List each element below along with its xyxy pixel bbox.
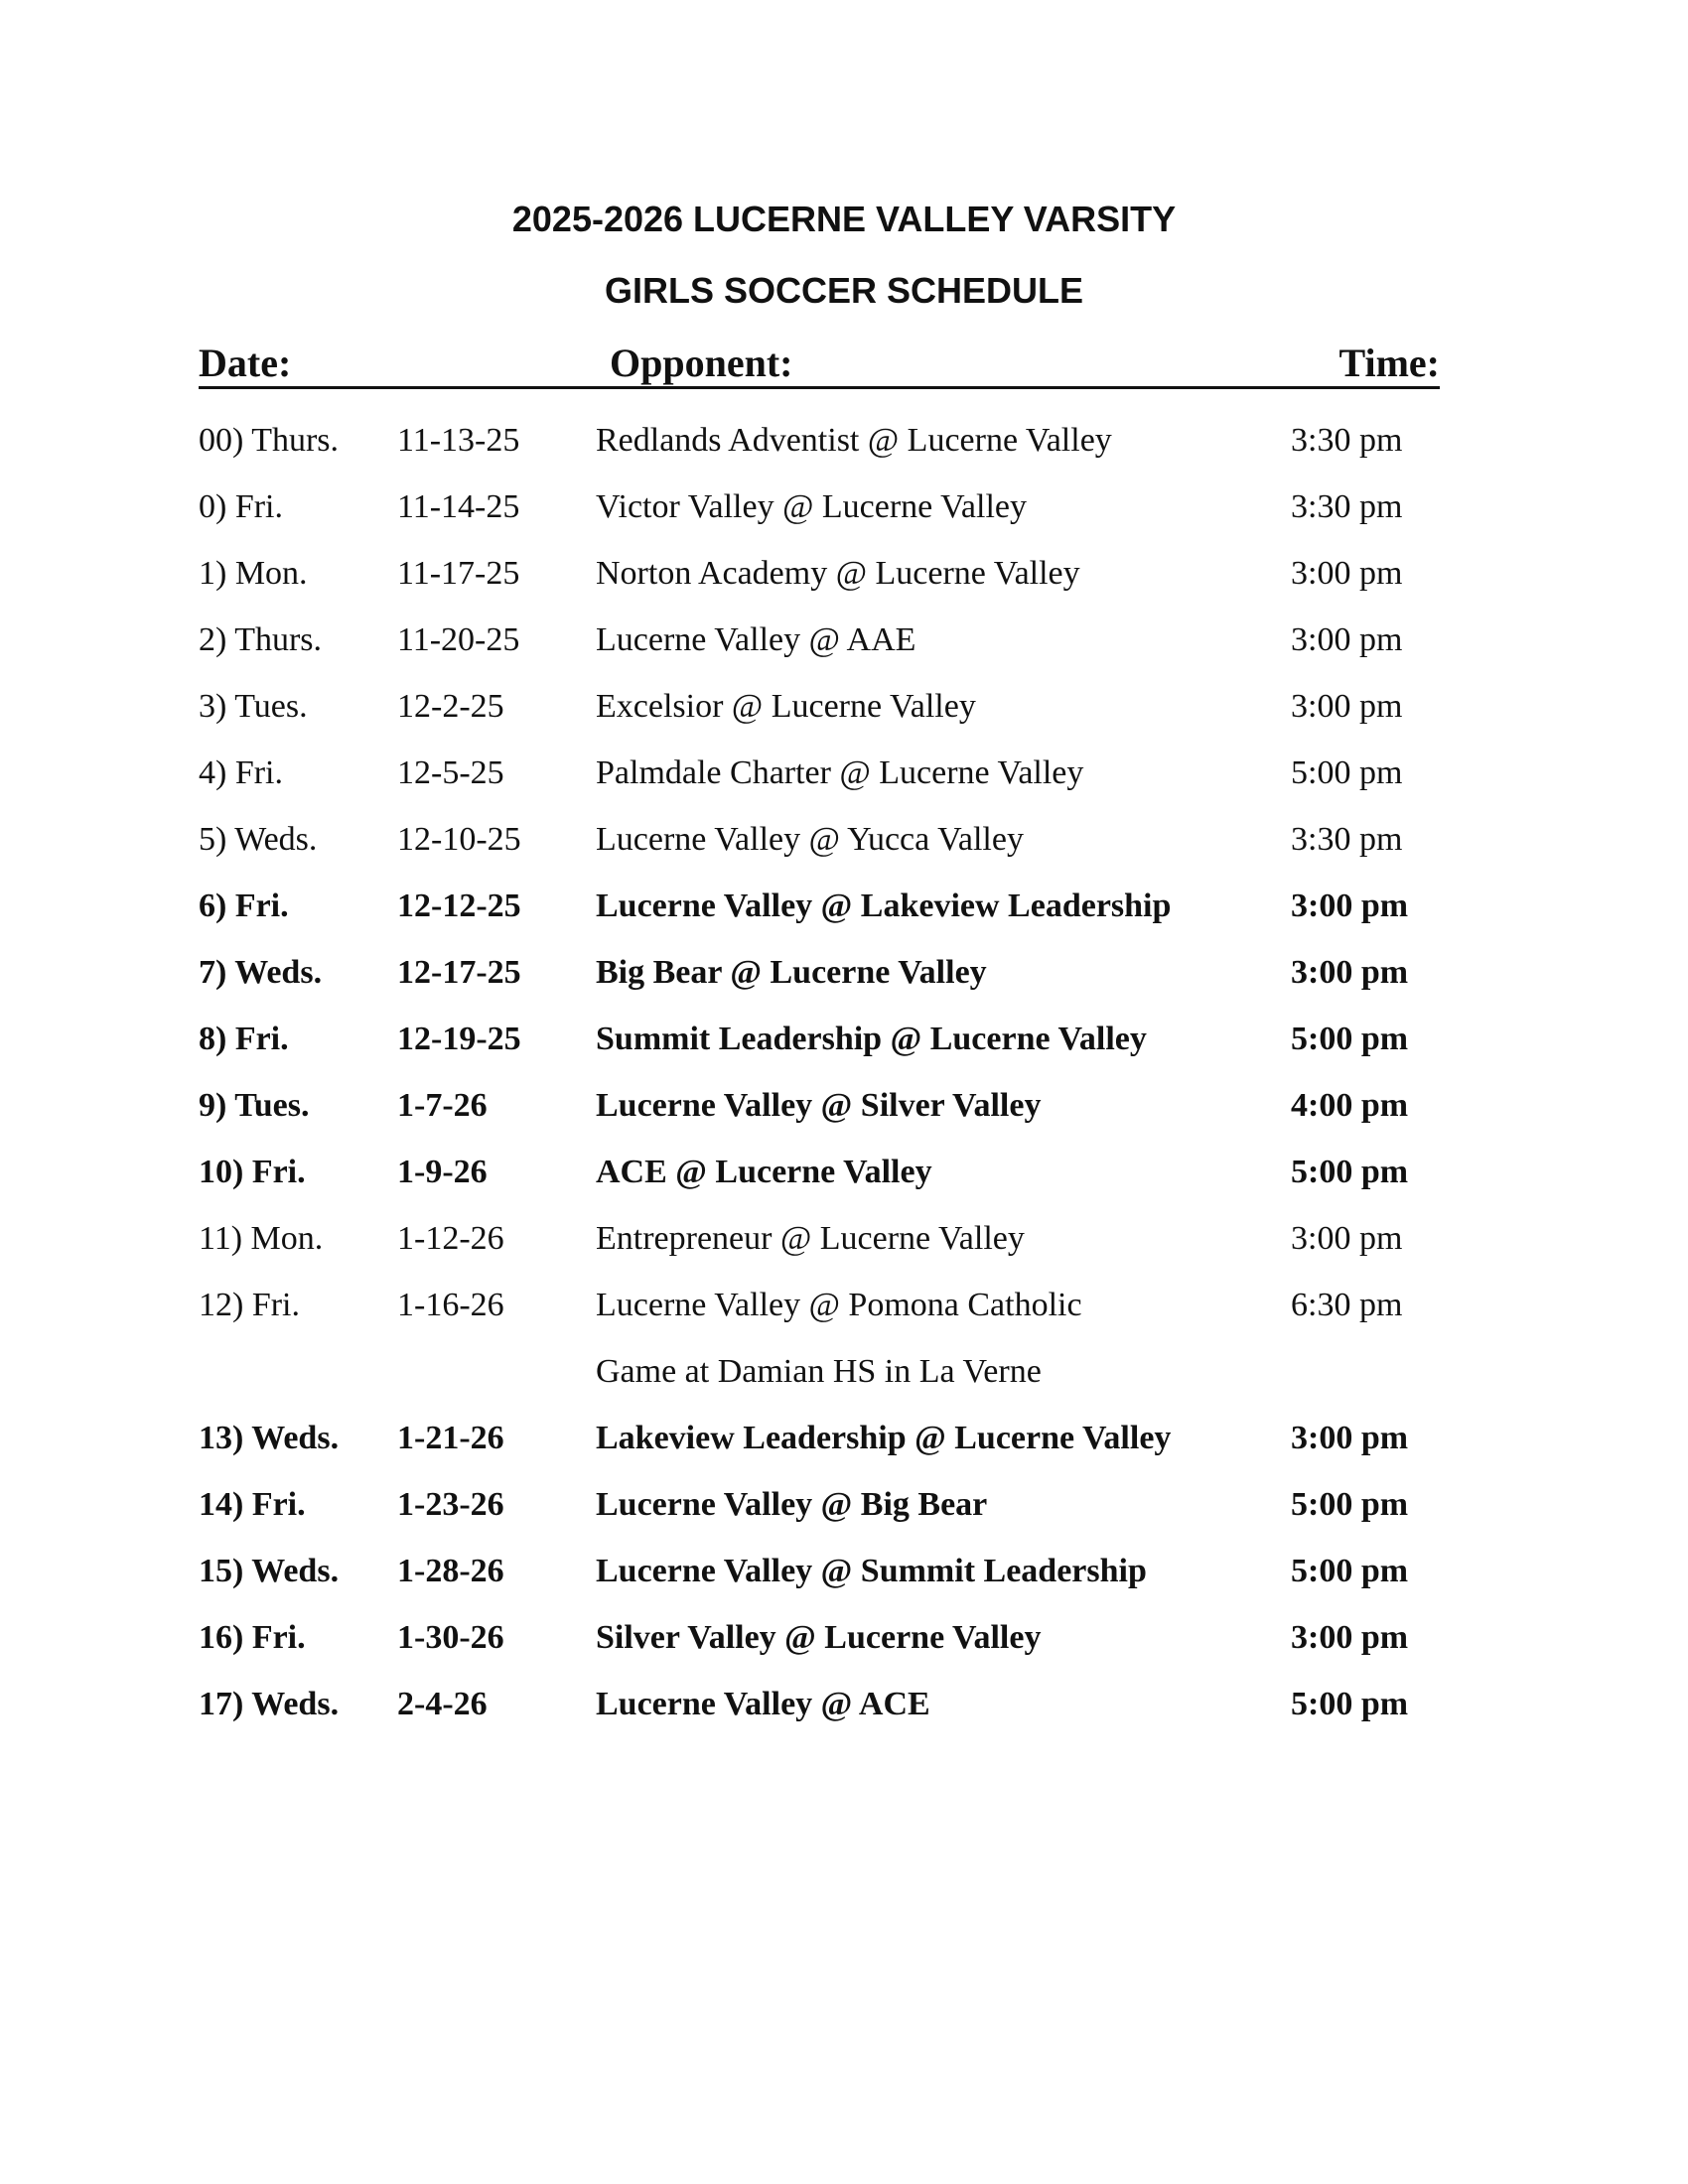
- schedule-row: [199, 540, 1489, 607]
- schedule-row: [199, 1006, 1489, 1072]
- game-opponent: Excelsior @ Lucerne Valley: [596, 688, 976, 725]
- game-time: 5:00 pm: [1291, 754, 1403, 791]
- game-opponent: Lucerne Valley @ Silver Valley: [596, 1087, 1042, 1124]
- game-opponent: Lucerne Valley @ Lakeview Leadership: [596, 887, 1172, 924]
- game-date: 11-20-25: [397, 621, 520, 658]
- game-number: 7) Weds.: [199, 954, 323, 991]
- game-opponent: Lakeview Leadership @ Lucerne Valley: [596, 1420, 1172, 1456]
- schedule-row: [199, 1538, 1489, 1604]
- game-number: 13) Weds.: [199, 1420, 340, 1456]
- header-underline: [199, 386, 1440, 389]
- game-number: 10) Fri.: [199, 1154, 306, 1190]
- game-date: 11-14-25: [397, 488, 520, 525]
- game-number: 14) Fri.: [199, 1486, 306, 1523]
- schedule-row: [199, 1139, 1489, 1205]
- game-number: 17) Weds.: [199, 1686, 340, 1722]
- game-time: 3:00 pm: [1291, 954, 1409, 991]
- game-number: 4) Fri.: [199, 754, 283, 791]
- game-number: 16) Fri.: [199, 1619, 306, 1656]
- game-number: 8) Fri.: [199, 1021, 289, 1057]
- column-header-row: [199, 341, 1440, 392]
- game-opponent: Lucerne Valley @ Pomona Catholic: [596, 1287, 1082, 1323]
- game-opponent: Redlands Adventist @ Lucerne Valley: [596, 422, 1112, 459]
- game-opponent: Norton Academy @ Lucerne Valley: [596, 555, 1080, 592]
- game-number: 0) Fri.: [199, 488, 283, 525]
- schedule-row: [199, 1272, 1489, 1338]
- schedule-row: [199, 407, 1489, 474]
- game-date: 12-2-25: [397, 688, 504, 725]
- game-time: 3:00 pm: [1291, 1220, 1403, 1257]
- game-opponent: Lucerne Valley @ AAE: [596, 621, 916, 658]
- game-date: 12-19-25: [397, 1021, 521, 1057]
- game-number: 5) Weds.: [199, 821, 318, 858]
- page-subtitle: GIRLS SOCCER SCHEDULE: [604, 270, 1084, 311]
- game-opponent: ACE @ Lucerne Valley: [596, 1154, 932, 1190]
- game-time: 3:30 pm: [1291, 821, 1403, 858]
- game-number: 6) Fri.: [199, 887, 289, 924]
- game-opponent: Lucerne Valley @ ACE: [596, 1686, 930, 1722]
- schedule-row: [199, 1471, 1489, 1538]
- game-number: 2) Thurs.: [199, 621, 323, 658]
- schedule-row: [199, 474, 1489, 540]
- game-date: 1-21-26: [397, 1420, 504, 1456]
- schedule-row: [199, 673, 1489, 740]
- game-time: 3:30 pm: [1291, 488, 1403, 525]
- schedule-row: [199, 607, 1489, 673]
- schedule-row: [199, 1072, 1489, 1139]
- schedule-row: [199, 1405, 1489, 1471]
- game-time: 5:00 pm: [1291, 1021, 1409, 1057]
- game-date: 12-17-25: [397, 954, 521, 991]
- game-date: 1-28-26: [397, 1553, 504, 1589]
- game-number: 15) Weds.: [199, 1553, 340, 1589]
- game-date: 2-4-26: [397, 1686, 488, 1722]
- game-date: 11-17-25: [397, 555, 520, 592]
- game-number: 9) Tues.: [199, 1087, 310, 1124]
- game-time: 5:00 pm: [1291, 1686, 1409, 1722]
- game-opponent: Lucerne Valley @ Big Bear: [596, 1486, 988, 1523]
- game-date: 1-23-26: [397, 1486, 504, 1523]
- game-number: 3) Tues.: [199, 688, 308, 725]
- game-time: 3:30 pm: [1291, 422, 1403, 459]
- game-date: 1-16-26: [397, 1287, 504, 1323]
- game-date: 12-5-25: [397, 754, 504, 791]
- game-opponent: Big Bear @ Lucerne Valley: [596, 954, 987, 991]
- game-number: 12) Fri.: [199, 1287, 300, 1323]
- game-time: 5:00 pm: [1291, 1553, 1409, 1589]
- game-time: 3:00 pm: [1291, 1619, 1409, 1656]
- game-opponent: Game at Damian HS in La Verne: [596, 1353, 1042, 1390]
- game-opponent: Summit Leadership @ Lucerne Valley: [596, 1021, 1147, 1057]
- game-number: 11) Mon.: [199, 1220, 324, 1257]
- game-date: 11-13-25: [397, 422, 520, 459]
- game-date: 12-12-25: [397, 887, 521, 924]
- schedule-row: [199, 1205, 1489, 1272]
- game-time: 3:00 pm: [1291, 621, 1403, 658]
- schedule-list: [199, 407, 1489, 1737]
- schedule-row: [199, 806, 1489, 873]
- game-opponent: Victor Valley @ Lucerne Valley: [596, 488, 1027, 525]
- header-date: Date:: [199, 341, 292, 385]
- game-opponent: Entrepreneur @ Lucerne Valley: [596, 1220, 1025, 1257]
- game-time: 3:00 pm: [1291, 887, 1409, 924]
- page-title: 2025-2026 LUCERNE VALLEY VARSITY: [511, 199, 1177, 239]
- game-opponent: Lucerne Valley @ Summit Leadership: [596, 1553, 1147, 1589]
- game-date: 1-9-26: [397, 1154, 488, 1190]
- game-opponent: Palmdale Charter @ Lucerne Valley: [596, 754, 1084, 791]
- schedule-row: [199, 1671, 1489, 1737]
- game-time: 3:00 pm: [1291, 688, 1403, 725]
- header-opponent: Opponent:: [610, 341, 793, 385]
- schedule-row: [199, 740, 1489, 806]
- game-time: 5:00 pm: [1291, 1154, 1409, 1190]
- game-number: 00) Thurs.: [199, 422, 340, 459]
- game-time: 3:00 pm: [1291, 1420, 1409, 1456]
- game-date: 1-12-26: [397, 1220, 504, 1257]
- game-number: 1) Mon.: [199, 555, 308, 592]
- schedule-row: [199, 873, 1489, 939]
- schedule-row: [199, 1338, 1489, 1405]
- schedule-row: [199, 1604, 1489, 1671]
- game-opponent: Silver Valley @ Lucerne Valley: [596, 1619, 1042, 1656]
- game-time: 5:00 pm: [1291, 1486, 1409, 1523]
- game-time: 3:00 pm: [1291, 555, 1403, 592]
- game-time: 4:00 pm: [1291, 1087, 1409, 1124]
- game-date: 1-30-26: [397, 1619, 504, 1656]
- schedule-row: [199, 939, 1489, 1006]
- game-date: 12-10-25: [397, 821, 521, 858]
- game-date: 1-7-26: [397, 1087, 488, 1124]
- game-opponent: Lucerne Valley @ Yucca Valley: [596, 821, 1024, 858]
- game-time: 6:30 pm: [1291, 1287, 1403, 1323]
- header-time: Time:: [1338, 341, 1440, 385]
